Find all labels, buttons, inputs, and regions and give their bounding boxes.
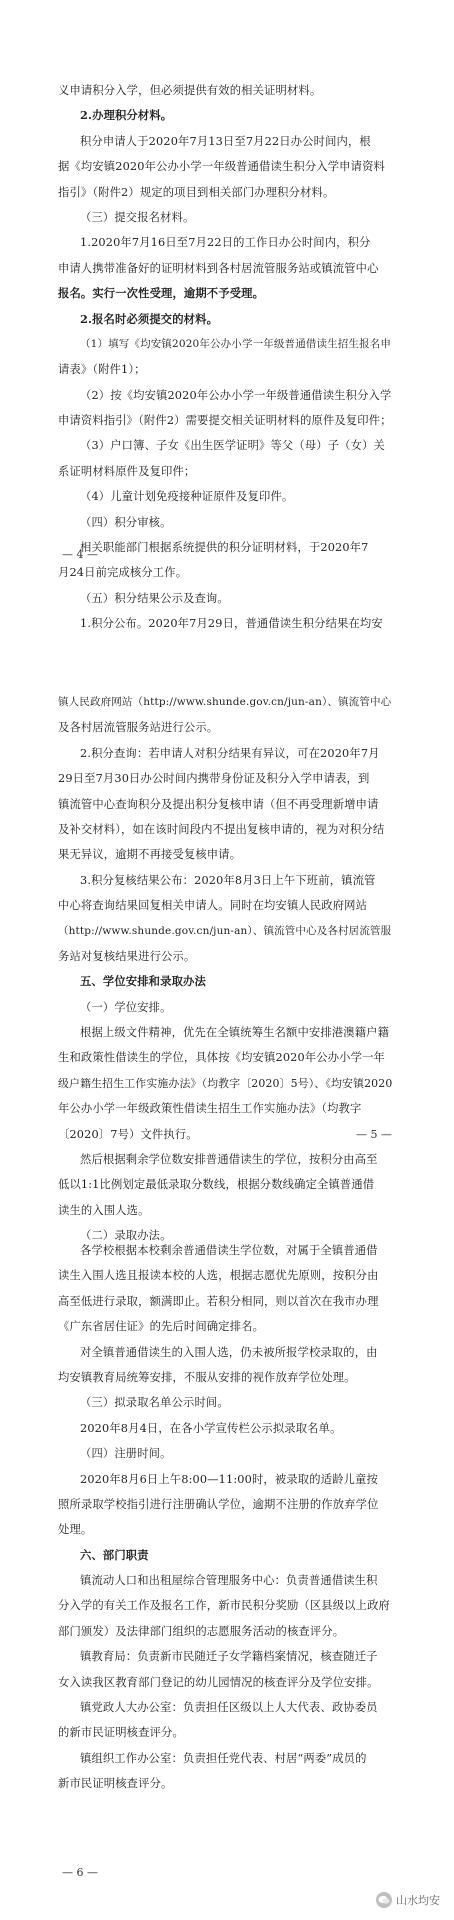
page-number: — 6 — [62, 1866, 98, 1879]
text-line: 2020年8月6日上午8:00—11:00时，被录取的适龄儿童按 [80, 1472, 378, 1486]
text-line: 镇组织工作办公室：负责担任党代表、村居“两委”成员的 [80, 1751, 367, 1765]
page-number: — 5 — [356, 1128, 392, 1141]
page-text [58, 78, 392, 637]
text-line: 1.积分公布。2020年7月29日，普通借读生积分结果在均安 [80, 617, 383, 631]
text-line: 及补交材料），如在该时间段内不提出复核申请的，视为对积分结 [58, 822, 385, 836]
text-line: 指引》（附件2）规定的项目到相关部门办理积分材料。 [58, 185, 335, 199]
text-line: 镇教育局：负责新市民随迁子女学籍档案情况，核查随迁子 [80, 1650, 378, 1664]
document-page-6 [0, 1238, 454, 1920]
text-line: （2）按《均安镇2020年公办小学一年级普通借读生积分入学 [80, 388, 392, 402]
text-line: 《广东省居住证》的先后时间确定排名。 [58, 1320, 265, 1334]
text-line: 部门颁发）及法律部门组织的志愿服务活动的核查评分。 [58, 1624, 345, 1638]
text-line: 月24日前完成核分工作。 [58, 566, 188, 580]
text-line: 2.报名时必须提交的材料。 [80, 311, 219, 326]
text-line: （二）录取办法。 [80, 1229, 172, 1243]
text-line: 1.2020年7月16日至7月22日的工作日办公时间内，积分 [80, 236, 371, 250]
text-line: 报名。实行一次性受理，逾期不予受理。 [58, 286, 265, 301]
text-line: 年公办小学一年级政策性借读生招生工作实施办法》（均教字 [58, 1102, 362, 1116]
document-page-5 [0, 690, 454, 1243]
text-line: 新市民证明核查评分。 [58, 1777, 173, 1791]
text-line: 镇流动人口和出租屋综合管理服务中心：负责普通借读生积 [80, 1574, 378, 1588]
account-watermark [376, 1892, 440, 1908]
text-line: 务站对复核结果进行公示。 [58, 949, 196, 963]
text-line: 3.积分复核结果公布：2020年8月3日上午下班前，镇流管 [80, 873, 376, 887]
text-line: 申请人携带准备好的证明材料到各村居流管服务站或镇流管中心 [58, 261, 379, 275]
text-line: 根据上级文件精神，优先在全镇统筹生名额中安排港澳籍户籍 [80, 1026, 390, 1040]
document-page-4 [0, 78, 454, 631]
text-line: 2.办理积分材料。 [80, 108, 173, 123]
text-line: 镇党政人大办公室：负责担任区级以上人大代表、政协委员 [80, 1701, 378, 1715]
watermark-text: 山水均安 [396, 1894, 440, 1907]
text-line: 高至低进行录取，额满即止。若积分相同，则以首次在我市办理 [58, 1294, 379, 1308]
text-line: 六、部门职责 [80, 1547, 149, 1562]
page-text [58, 690, 392, 1249]
text-line: 生和政策性借读生的学位，具体按《均安镇2020年公办小学一年 [58, 1051, 385, 1065]
text-line: 低以1:1比例划定最低录取分数线，根据分数线确定全镇普通借 [58, 1178, 375, 1192]
text-line: （http://www.shunde.gov.cn/jun-an）、镇流管中心及各村居流管服 [58, 924, 392, 937]
text-line: （1）填写《均安镇2020年公办小学一年级普通借读生招生报名申 [80, 337, 392, 350]
wechat-icon [376, 1892, 392, 1908]
text-line: （三）拟录取名单公示时间。 [80, 1396, 229, 1410]
text-line: 义申请积分入学，但必须提供有效的相关证明材料。 [58, 84, 322, 97]
text-line: 中心将查询结果回复相关申请人。同时在均安镇人民政府网站 [58, 899, 368, 913]
text-line: （四）积分审核。 [80, 515, 172, 529]
text-line: 请表》（附件1）； [58, 363, 146, 377]
text-line: 分入学的有关工作及报名工作，新市民积分奖励（区县级以上政府 [58, 1599, 390, 1613]
text-line: （3）户口簿、子女《出生医学证明》等父（母）子（女）关 [80, 439, 385, 453]
text-line: 读生的入围人选。 [58, 1203, 150, 1217]
text-line: 各学校根据本校剩余普通借读生学位数，对属于全镇普通借 [80, 1244, 378, 1257]
text-line: 据《均安镇2020年公办小学一年级普通借读生积分入学申请资料 [58, 160, 385, 174]
text-line: （三）提交报名材料。 [80, 210, 195, 224]
text-line: 级户籍生招生工作实施办法》（均教字〔2020〕5号）、《均安镇2020 [58, 1076, 393, 1090]
text-line: 申请资料指引》（附件2）需要提交相关证明材料的原件及复印件； [58, 414, 392, 428]
text-line: 29日至7月30日办公时间内携带身份证及积分入学申请表，到 [58, 772, 370, 786]
text-line: 处理。 [58, 1523, 93, 1537]
text-line: 2.积分查询：若申请人对积分结果有异议，可在2020年7月 [80, 746, 380, 760]
text-line: 照所录取学校指引进行注册确认学位，逾期不注册的作放弃学位 [58, 1497, 379, 1511]
page-text [58, 1238, 392, 1797]
text-line: 系证明材料原件及复印件； [58, 464, 196, 478]
text-line: 果无异议，逾期不再接受复核申请。 [58, 848, 242, 862]
text-line: 对全镇普通借读生的入围人选，仍未被所报学校录取的，由 [80, 1345, 378, 1359]
text-line: 然后根据剩余学位数安排普通借读生的学位，按积分由高至 [80, 1153, 378, 1167]
text-line: （一）学位安排。 [80, 1000, 172, 1014]
text-line: 均安镇教育局统筹安排，不服从安排的视作放弃学位处理。 [58, 1370, 356, 1384]
text-line: 的新市民证明核查评分。 [58, 1726, 184, 1740]
text-line: （五）积分结果公示及查询。 [80, 591, 229, 605]
text-line: 〔2020〕7号）文件执行。 [58, 1127, 198, 1141]
text-line: （4）儿童计划免疫接种证原件及复印件。 [80, 490, 294, 504]
text-line: 镇流管中心查询积分及提出积分复核申请（但不再受理新增申请 [58, 797, 379, 811]
text-line: （四）注册时间。 [80, 1447, 172, 1461]
page-number: — 4 — [62, 548, 98, 561]
text-line: 镇人民政府网站（http://www.shunde.gov.cn/jun-an）、镇流管中心 [58, 696, 392, 708]
text-line: 女入读我区教育部门登记的幼儿园情况的核查评分及学位安排。 [58, 1675, 379, 1689]
text-line: 读生入围人选且报读本校的人选，根据志愿优先原则，按积分由 [58, 1269, 379, 1283]
text-line: 五、学位安排和录取办法 [80, 974, 206, 989]
text-line: 及各村居流管服务站进行公示。 [58, 721, 219, 735]
text-line: 相关职能部门根据系统提供的积分证明材料，于2020年7 [80, 541, 369, 555]
text-line: 积分申请人于2020年7月13日至7月22日办公时间内，根 [80, 134, 371, 148]
text-line: 2020年8月4日，在各小学宣传栏公示拟录取名单。 [80, 1421, 342, 1435]
